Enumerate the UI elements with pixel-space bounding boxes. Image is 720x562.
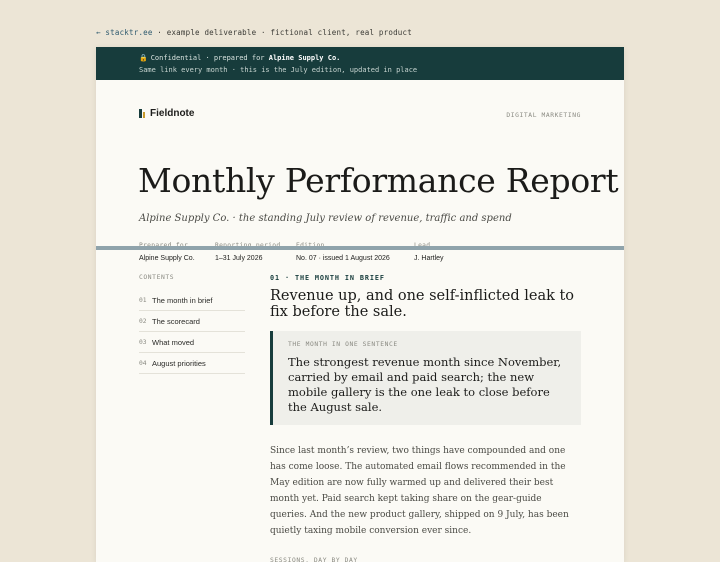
toc-item-scorecard[interactable] <box>139 311 245 332</box>
toc-number: 04 <box>139 359 147 367</box>
meta-value: 1–31 July 2026 <box>215 255 263 262</box>
toc-item-label: What moved <box>152 337 195 347</box>
meta-value: J. Hartley <box>414 255 444 262</box>
page-title: Monthly Performance Report <box>138 161 619 200</box>
report-document <box>96 47 624 562</box>
section-body: Since last month’s review, two things have compounded and one has come loose. The automated email flows recommended in the May edition are now fully warmed up and delivered their best month yet. Paid search kept taking share on the gear-guide queries. And the new product gallery, shipped on 9 July, has been quietly taxing mobile conversion ever since. <box>270 446 569 536</box>
toc-item-label: The scorecard <box>152 316 200 326</box>
callout-label: THE MONTH IN ONE SENTENCE <box>288 341 398 348</box>
meta-lead <box>414 242 444 262</box>
meta-value: Alpine Supply Co. <box>139 255 195 262</box>
section-kicker: 01 · THE MONTH IN BRIEF <box>270 274 385 282</box>
report-header <box>96 80 624 262</box>
banner-client: Alpine Supply Co. <box>268 54 341 62</box>
meta-reporting-period <box>215 242 280 262</box>
toc-item-what-moved[interactable] <box>139 332 245 353</box>
chart-label: SESSIONS, DAY BY DAY <box>270 557 358 562</box>
banner-line-1: 🔒 Confidential · prepared for Alpine Supply Co. <box>139 54 341 62</box>
section-heading: Revenue up, and one self-inflicted leak to fix before the sale. <box>270 288 575 320</box>
stacktree-link[interactable]: ← stacktr.ee <box>96 28 153 37</box>
toc-item-month-in-brief[interactable] <box>139 290 245 311</box>
top-note-text: · example deliverable · fictional client, real product <box>152 28 412 37</box>
toc-label: CONTENTS <box>139 274 175 281</box>
section-month-in-brief <box>270 274 581 562</box>
logo-text: Fieldnote <box>150 108 195 119</box>
fieldnote-logo <box>139 108 194 119</box>
table-of-contents <box>139 274 245 374</box>
page-subtitle: Alpine Supply Co. · the standing July review of revenue, traffic and spend <box>139 213 512 224</box>
top-note <box>96 28 412 37</box>
toc-number: 02 <box>139 317 147 325</box>
meta-prepared-for <box>139 242 195 262</box>
report-category: DIGITAL MARKETING <box>506 112 581 119</box>
toc-number: 03 <box>139 338 147 346</box>
section-divider <box>96 246 624 250</box>
meta-edition <box>296 242 390 262</box>
meta-value: No. 07 · issued 1 August 2026 <box>296 255 390 262</box>
summary-callout <box>270 331 581 425</box>
toc-item-label: August priorities <box>152 358 206 368</box>
lock-icon: 🔒 <box>139 54 148 62</box>
confidential-banner <box>96 47 624 80</box>
banner-line-2: Same link every month · this is the July edition, updated in place <box>139 66 418 74</box>
toc-item-label: The month in brief <box>152 295 213 305</box>
callout-text: The strongest revenue month since November, carried by email and paid search; the new mobile gallery is the one leak to close before the August sale. <box>288 355 562 414</box>
logo-bars-icon <box>139 109 145 118</box>
toc-item-august-priorities[interactable] <box>139 353 245 374</box>
toc-number: 01 <box>139 296 147 304</box>
